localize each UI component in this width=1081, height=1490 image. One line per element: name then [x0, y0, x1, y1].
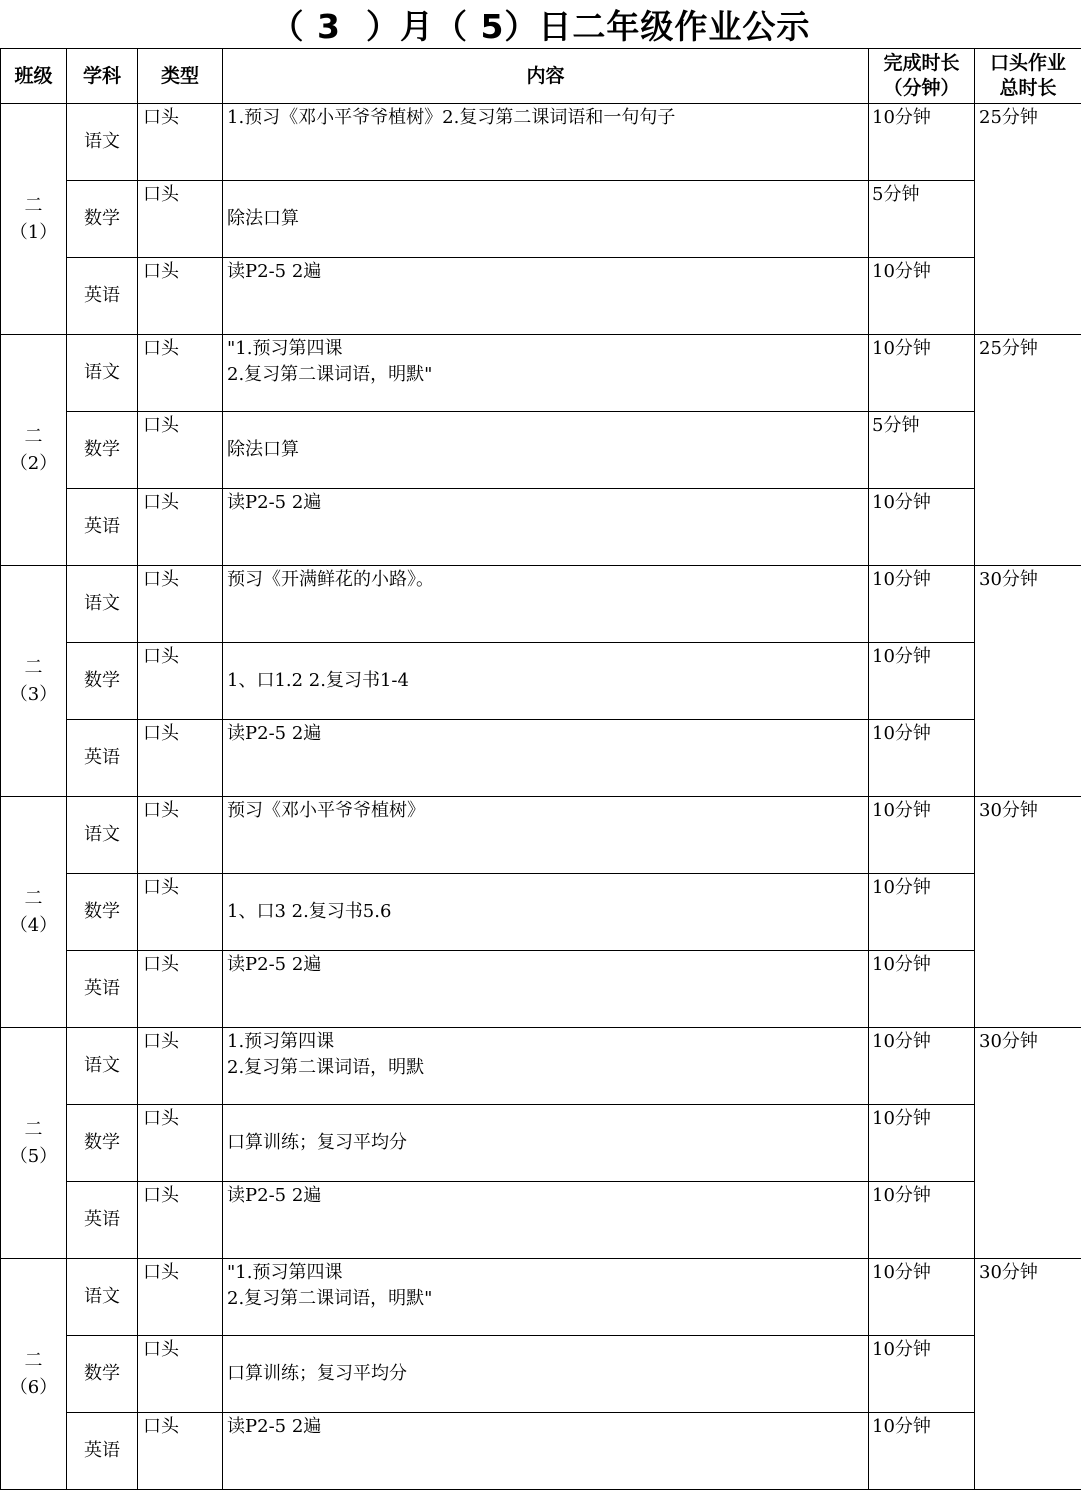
- table-row: [1, 1105, 1081, 1182]
- type-cell: 口头: [138, 412, 223, 489]
- duration-cell: 10分钟: [869, 258, 975, 335]
- class-cell: [1, 797, 67, 1028]
- total-duration-cell: 25分钟: [975, 104, 1081, 335]
- header-row: [1, 49, 1081, 104]
- duration-cell: 10分钟: [869, 797, 975, 874]
- content-cell: 预习《开满鲜花的小路》。: [223, 566, 869, 643]
- subject-cell: 语文: [67, 335, 138, 412]
- type-cell: 口头: [138, 181, 223, 258]
- content-cell: 读P2-5 2遍: [223, 1182, 869, 1259]
- subject-cell: 英语: [67, 720, 138, 797]
- subject-cell: 英语: [67, 1182, 138, 1259]
- page-title: （ 3 ）月（ 5）日二年级作业公示: [0, 0, 1081, 48]
- header-total-line1: 口头作业: [975, 51, 1081, 76]
- class-name-line1: 二: [1, 423, 66, 450]
- class-cell: [1, 335, 67, 566]
- total-duration-cell: 30分钟: [975, 1259, 1081, 1490]
- table-row: [1, 874, 1081, 951]
- subject-cell: 英语: [67, 489, 138, 566]
- type-cell: 口头: [138, 951, 223, 1028]
- duration-cell: 5分钟: [869, 412, 975, 489]
- type-cell: 口头: [138, 489, 223, 566]
- subject-cell: 语文: [67, 797, 138, 874]
- duration-cell: 10分钟: [869, 335, 975, 412]
- subject-cell: 数学: [67, 1105, 138, 1182]
- header-duration: [869, 49, 975, 104]
- header-subject: 学科: [67, 49, 138, 104]
- subject-cell: 语文: [67, 1028, 138, 1105]
- class-cell: [1, 1028, 67, 1259]
- content-cell: 读P2-5 2遍: [223, 951, 869, 1028]
- header-total-line2: 总时长: [975, 76, 1081, 101]
- class-name-line2: （5）: [1, 1143, 66, 1170]
- total-duration-cell: 30分钟: [975, 797, 1081, 1028]
- content-cell: 1.预习第四课 2.复习第二课词语，明默: [223, 1028, 869, 1105]
- content-cell: 1、口3 2.复习书5.6: [223, 874, 869, 951]
- table-row: [1, 489, 1081, 566]
- duration-cell: 5分钟: [869, 181, 975, 258]
- duration-cell: 10分钟: [869, 874, 975, 951]
- duration-cell: 10分钟: [869, 1413, 975, 1490]
- type-cell: 口头: [138, 874, 223, 951]
- duration-cell: 10分钟: [869, 720, 975, 797]
- content-cell: 读P2-5 2遍: [223, 1413, 869, 1490]
- total-duration-cell: 25分钟: [975, 335, 1081, 566]
- subject-cell: 语文: [67, 1259, 138, 1336]
- table-row: [1, 643, 1081, 720]
- duration-cell: 10分钟: [869, 104, 975, 181]
- content-cell: 1、口1.2 2.复习书1-4: [223, 643, 869, 720]
- subject-cell: 数学: [67, 181, 138, 258]
- class-name-line1: 二: [1, 1347, 66, 1374]
- table-row: [1, 1259, 1081, 1336]
- table-body: [1, 104, 1081, 1490]
- class-name-line2: （1）: [1, 219, 66, 246]
- type-cell: 口头: [138, 258, 223, 335]
- table-row: [1, 797, 1081, 874]
- content-cell: 口算训练；复习平均分: [223, 1105, 869, 1182]
- content-cell: 口算训练；复习平均分: [223, 1336, 869, 1413]
- class-name-line1: 二: [1, 654, 66, 681]
- type-cell: 口头: [138, 643, 223, 720]
- type-cell: 口头: [138, 104, 223, 181]
- class-name-line2: （3）: [1, 681, 66, 708]
- header-class: 班级: [1, 49, 67, 104]
- subject-cell: 数学: [67, 874, 138, 951]
- header-duration-line2: （分钟）: [869, 76, 974, 101]
- table-row: [1, 1336, 1081, 1413]
- content-cell: 读P2-5 2遍: [223, 258, 869, 335]
- content-cell: 读P2-5 2遍: [223, 489, 869, 566]
- table-row: [1, 181, 1081, 258]
- type-cell: 口头: [138, 1259, 223, 1336]
- homework-table: [0, 48, 1081, 1490]
- type-cell: 口头: [138, 797, 223, 874]
- class-name-line1: 二: [1, 885, 66, 912]
- duration-cell: 10分钟: [869, 1259, 975, 1336]
- subject-cell: 英语: [67, 951, 138, 1028]
- class-name-line2: （4）: [1, 912, 66, 939]
- type-cell: 口头: [138, 335, 223, 412]
- table-row: [1, 1028, 1081, 1105]
- table-row: [1, 335, 1081, 412]
- duration-cell: 10分钟: [869, 489, 975, 566]
- duration-cell: 10分钟: [869, 1336, 975, 1413]
- header-total: [975, 49, 1081, 104]
- class-cell: [1, 1259, 67, 1490]
- subject-cell: 数学: [67, 1336, 138, 1413]
- duration-cell: 10分钟: [869, 1028, 975, 1105]
- subject-cell: 数学: [67, 643, 138, 720]
- table-row: [1, 720, 1081, 797]
- duration-cell: 10分钟: [869, 1182, 975, 1259]
- class-name-line2: （6）: [1, 1374, 66, 1401]
- total-duration-cell: 30分钟: [975, 1028, 1081, 1259]
- class-name-line2: （2）: [1, 450, 66, 477]
- header-duration-line1: 完成时长: [869, 51, 974, 76]
- subject-cell: 语文: [67, 104, 138, 181]
- duration-cell: 10分钟: [869, 566, 975, 643]
- content-cell: 预习《邓小平爷爷植树》: [223, 797, 869, 874]
- type-cell: 口头: [138, 720, 223, 797]
- table-row: [1, 1413, 1081, 1490]
- duration-cell: 10分钟: [869, 951, 975, 1028]
- content-cell: "1.预习第四课 2.复习第二课词语，明默": [223, 1259, 869, 1336]
- table-row: [1, 951, 1081, 1028]
- duration-cell: 10分钟: [869, 643, 975, 720]
- content-cell: "1.预习第四课 2.复习第二课词语，明默": [223, 335, 869, 412]
- type-cell: 口头: [138, 1028, 223, 1105]
- class-cell: [1, 566, 67, 797]
- type-cell: 口头: [138, 566, 223, 643]
- content-cell: 除法口算: [223, 412, 869, 489]
- subject-cell: 语文: [67, 566, 138, 643]
- type-cell: 口头: [138, 1336, 223, 1413]
- table-row: [1, 1182, 1081, 1259]
- table-row: [1, 412, 1081, 489]
- class-name-line1: 二: [1, 192, 66, 219]
- class-name-line1: 二: [1, 1116, 66, 1143]
- type-cell: 口头: [138, 1413, 223, 1490]
- type-cell: 口头: [138, 1182, 223, 1259]
- table-row: [1, 258, 1081, 335]
- type-cell: 口头: [138, 1105, 223, 1182]
- content-cell: 读P2-5 2遍: [223, 720, 869, 797]
- content-cell: 1.预习《邓小平爷爷植树》2.复习第二课词语和一句句子: [223, 104, 869, 181]
- table-row: [1, 566, 1081, 643]
- class-cell: [1, 104, 67, 335]
- header-content: 内容: [223, 49, 869, 104]
- subject-cell: 数学: [67, 412, 138, 489]
- total-duration-cell: 30分钟: [975, 566, 1081, 797]
- subject-cell: 英语: [67, 1413, 138, 1490]
- subject-cell: 英语: [67, 258, 138, 335]
- header-type: 类型: [138, 49, 223, 104]
- duration-cell: 10分钟: [869, 1105, 975, 1182]
- table-row: [1, 104, 1081, 181]
- content-cell: 除法口算: [223, 181, 869, 258]
